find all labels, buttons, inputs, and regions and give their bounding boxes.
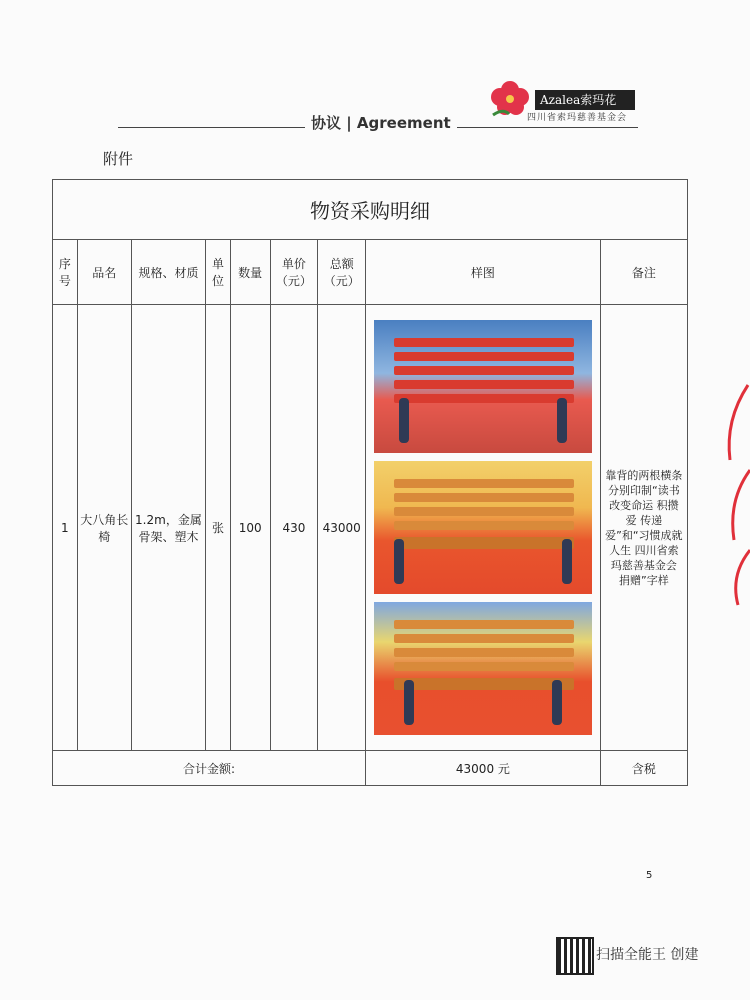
col-header-unit-price: 单价（元）	[270, 240, 318, 305]
cell-sample-images	[366, 305, 601, 751]
red-seal-stamp	[720, 380, 750, 610]
scanner-watermark: 扫描全能王 创建	[596, 947, 699, 963]
summary-amount: 43000 元	[366, 751, 601, 786]
table-title: 物资采购明细	[53, 180, 688, 240]
bench-photo-printed	[374, 602, 592, 735]
cell-index: 1	[53, 305, 78, 751]
header-title: 协议 | Agreement	[305, 112, 457, 133]
col-header-notes: 备注	[600, 240, 687, 305]
cell-unit-price: 430	[270, 305, 318, 751]
col-header-total: 总额（元）	[318, 240, 366, 305]
summary-label: 合计金额:	[53, 751, 366, 786]
col-header-sample-image: 样图	[366, 240, 601, 305]
col-header-name: 品名	[77, 240, 131, 305]
cell-spec: 1.2m，金属骨架、塑木	[131, 305, 205, 751]
col-header-qty: 数量	[230, 240, 270, 305]
table-row	[53, 305, 688, 751]
logo-brand: Azalea索玛花	[535, 90, 635, 110]
cell-total: 43000	[318, 305, 366, 751]
page-number: 5	[646, 870, 653, 881]
cell-unit: 张	[206, 305, 231, 751]
col-header-index: 序号	[53, 240, 78, 305]
cell-notes: 靠背的两根横条分别印制“读书改变命运 积攒爱 传递爱”和“习惯成就人生 四川省索玛慈善基金会 捐赠”字样	[600, 305, 687, 751]
bench-photo-wood	[374, 461, 592, 594]
col-header-unit: 单位	[206, 240, 231, 305]
cell-name: 大八角长椅	[77, 305, 131, 751]
col-header-spec: 规格、材质	[131, 240, 205, 305]
procurement-table	[52, 179, 688, 786]
summary-tax: 含税	[600, 751, 687, 786]
logo-subtitle: 四川省索玛慈善基金会	[527, 113, 628, 123]
cell-qty: 100	[230, 305, 270, 751]
foundation-logo	[485, 70, 635, 125]
attachment-label: 附件	[103, 150, 134, 168]
bench-photo-red	[374, 320, 592, 453]
qr-code-icon	[556, 937, 594, 975]
